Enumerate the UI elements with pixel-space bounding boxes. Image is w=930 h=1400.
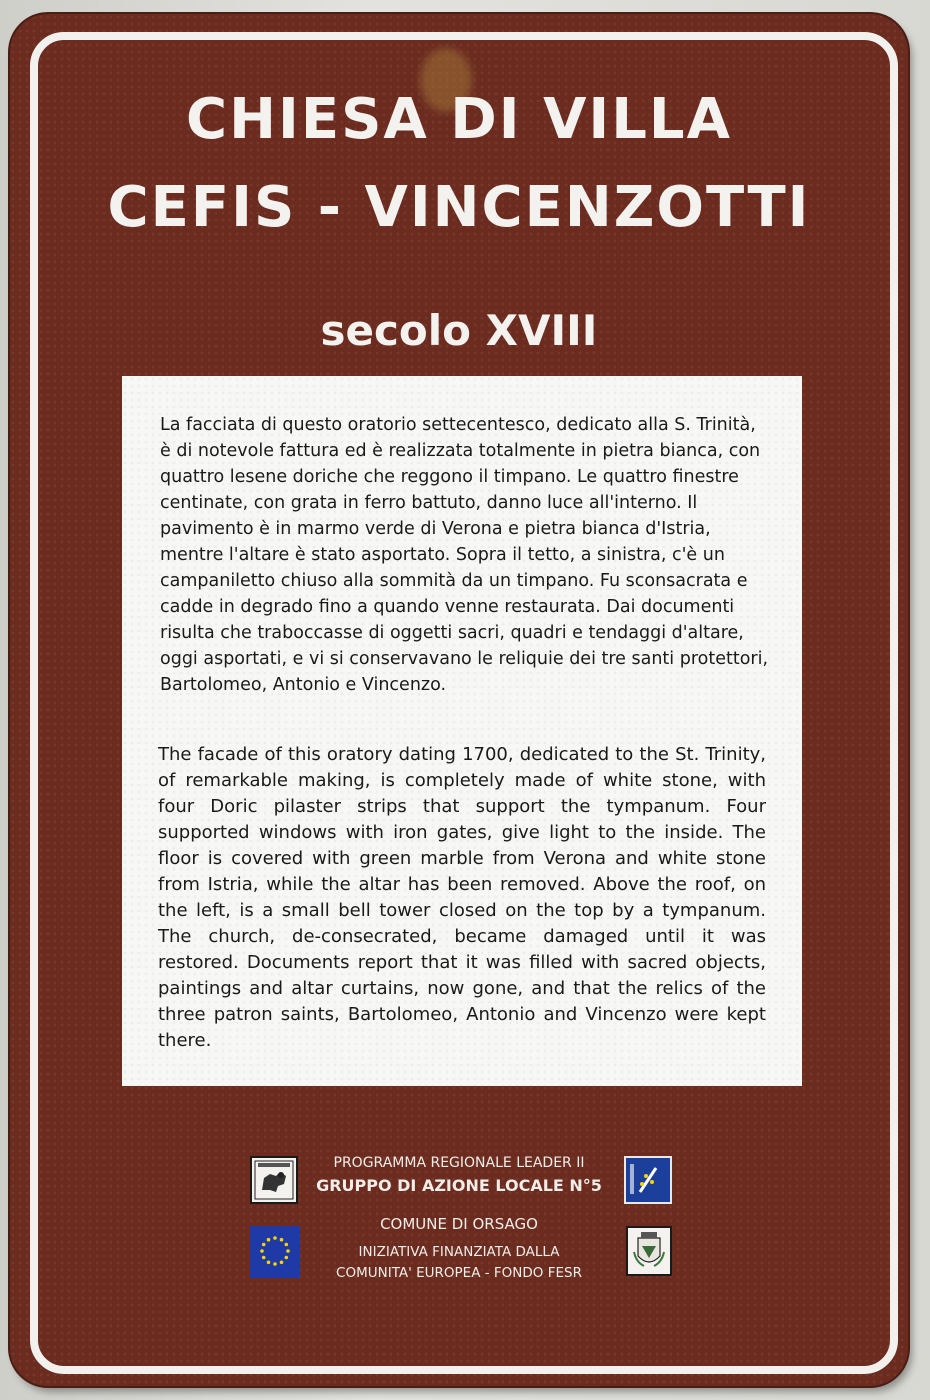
sign-title-line2: CEFIS - VINCENZOTTI — [107, 175, 811, 240]
italian-description: La facciata di questo oratorio settecentesco, dedicato alla S. Trinità, è di notevole fattura ed è realizzata totalmente in pietra bianca, con quattro lesene doriche che reggono il timpano. Le quattro finestre centinate, con grata in ferro battuto, danno luce all'interno. Il pavimento è in marmo verde di Verona e pietra bianca d'Istria, mentre l'altare è stato asportato. Sopra il tetto, a sinistra, c'è un campaniletto chiuso alla sommità da un timpano. Fu sconsacrata e cadde in degrado fino a quando venne restaurata. Dai documenti risulta che traboccasse di oggetti sacri, quadri e tendaggi d'altare, oggi asportati, e vi si conservavano le reliquie dei tre santi protettori, Bartolomeo, Antonio e Vincenzo. — [160, 415, 769, 695]
text-panel — [122, 376, 802, 1086]
english-description: The facade of this oratory dating 1700, dedicated to the St. Trinity, of remarkable making, is completely made of white stone, with four Doric pilaster strips that support the tympanum. Four supported windows with iron gates, give light to the inside. The floor is covered with green marble from Verona and white stone from Istria, while the altar has been removed. Above the roof, on the left, is a small bell tower closed on the top by a tympanum. The church, de-consecrated, became damaged until it was restored. Documents report that it was filled with sacred objects, paintings and altar curtains, now gone, and that the relics of the three patron saints, Bartolomeo, Antonio and Vincenzo were kept there. — [158, 744, 766, 1051]
sign-subtitle-century: secolo XVIII — [320, 306, 598, 355]
information-sign — [10, 14, 908, 1386]
footer-funding-line: INIZIATIVA FINANZIATA DALLA — [358, 1244, 560, 1260]
footer-group-line: GRUPPO DI AZIONE LOCALE N°5 — [316, 1176, 602, 1195]
footer-comune-line: COMUNE DI ORSAGO — [380, 1215, 538, 1233]
footer-program-line: PROGRAMMA REGIONALE LEADER II — [333, 1155, 585, 1171]
footer-eu-fund-line: COMUNITA' EUROPEA - FONDO FESR — [336, 1265, 582, 1281]
sign-title-line1: CHIESA DI VILLA — [186, 87, 732, 152]
